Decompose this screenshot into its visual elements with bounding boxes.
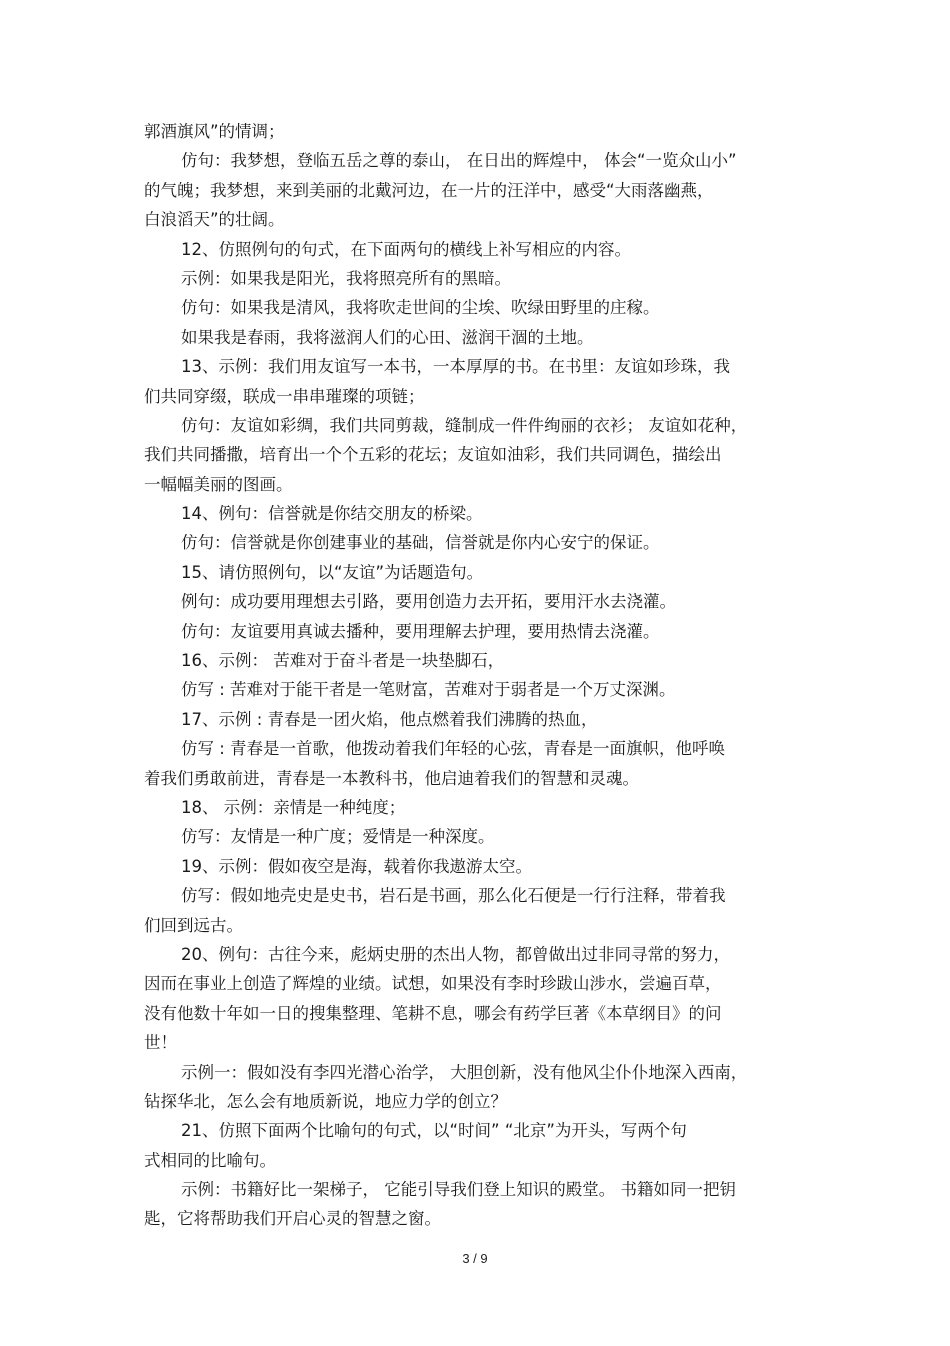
- text-line: 仿句：友谊要用真诚去播种，要用理解去护理，要用热情去浇灌。: [181, 621, 660, 641]
- text-line: 仿写：友情是一种广度；爱情是一种深度。: [181, 827, 495, 847]
- text-line: 16、示例： 苦难对于奋斗者是一块垫脚石，: [181, 651, 505, 671]
- text-line: 没有他数十年如一日的搜集整理、笔耕不息，哪会有药学巨著《本草纲目》的问: [144, 1003, 722, 1023]
- text-line: 18、 示例：亲情是一种纯度；: [181, 797, 406, 817]
- document-body: [144, 117, 784, 1234]
- text-line: 式相同的比喻句。: [144, 1150, 276, 1170]
- text-line: 的气魄；我梦想，来到美丽的北戴河边，在一片的汪洋中，感受“大雨落幽燕，: [144, 180, 714, 200]
- text-line: 钻探华北，怎么会有地质新说，地应力学的创立？: [144, 1091, 507, 1111]
- text-line: 匙，它将帮助我们开启心灵的智慧之窗。: [144, 1209, 441, 1229]
- text-line: 仿句：我梦想，登临五岳之尊的泰山， 在日出的辉煌中， 体会“一览众山小”: [181, 151, 737, 171]
- text-line: 21、仿照下面两个比喻句的句式，以“时间” “北京”为开头，写两个句: [181, 1121, 687, 1141]
- text-line: 仿句：友谊如彩绸，我们共同剪裁，缝制成一件件绚丽的衣衫； 友谊如花种，: [181, 415, 748, 435]
- text-line: 们共同穿缀，联成一串串璀璨的项链；: [144, 386, 425, 406]
- text-line: 因而在事业上创造了辉煌的业绩。试想，如果没有李时珍跋山涉水，尝遍百草，: [144, 974, 722, 994]
- text-line: 示例：书籍好比一架梯子， 它能引导我们登上知识的殿堂。 书籍如同一把钥: [181, 1180, 736, 1200]
- text-line: 们回到远古。: [144, 915, 243, 935]
- text-line: 20、例句：古往今来，彪炳史册的杰出人物，都曾做出过非同寻常的努力，: [181, 944, 730, 964]
- text-line: 我们共同播撒，培育出一个个五彩的花坛；友谊如油彩，我们共同调色，描绘出: [144, 445, 722, 465]
- text-line: 例句：成功要用理想去引路，要用创造力去开拓，要用汗水去浇灌。: [181, 592, 676, 612]
- text-line: 示例一：假如没有李四光潜心治学， 大胆创新，没有他风尘仆仆地深入西南，: [181, 1062, 748, 1082]
- page-number: 3 / 9: [462, 1251, 488, 1266]
- text-line: 世！: [144, 1033, 177, 1053]
- text-line: 12、仿照例句的句式，在下面两句的横线上补写相应的内容。: [181, 239, 631, 259]
- text-line: 仿句：信誉就是你创建事业的基础，信誉就是你内心安宁的保证。: [181, 533, 660, 553]
- text-line: 仿写：假如地壳史是史书，岩石是书画，那么化石便是一行行注释，带着我: [181, 886, 726, 906]
- text-line: 如果我是春雨，我将滋润人们的心田、滋润干涸的土地。: [181, 327, 594, 347]
- text-line: 示例：如果我是阳光，我将照亮所有的黑暗。: [181, 268, 511, 288]
- text-line: 17、示例 : 青春是一团火焰，他点燃着我们沸腾的热血，: [181, 709, 598, 729]
- text-line: 着我们勇敢前进，青春是一本教科书，他启迪着我们的智慧和灵魂。: [144, 768, 639, 788]
- text-line: 仿句：如果我是清风，我将吹走世间的尘埃、吹绿田野里的庄稼。: [181, 298, 660, 318]
- text-line: 郭酒旗风”的情调；: [144, 122, 285, 141]
- text-line: 一幅幅美丽的图画。: [144, 474, 293, 494]
- text-line: 仿写 : 青春是一首歌，他拨动着我们年轻的心弦，青春是一面旗帜，他呼唤: [181, 739, 726, 759]
- text-line: 19、示例：假如夜空是海，载着你我遨游太空。: [181, 856, 532, 876]
- text-line: 15、请仿照例句，以“友谊”为话题造句。: [181, 562, 484, 582]
- text-line: 仿写 : 苦难对于能干者是一笔财富，苦难对于弱者是一个万丈深渊。: [181, 680, 676, 700]
- text-line: 14、例句：信誉就是你结交朋友的桥梁。: [181, 504, 483, 524]
- text-line: 白浪滔天”的壮阔。: [144, 210, 285, 230]
- text-line: 13、示例：我们用友谊写一本书，一本厚厚的书。在书里：友谊如珍珠，我: [181, 357, 730, 377]
